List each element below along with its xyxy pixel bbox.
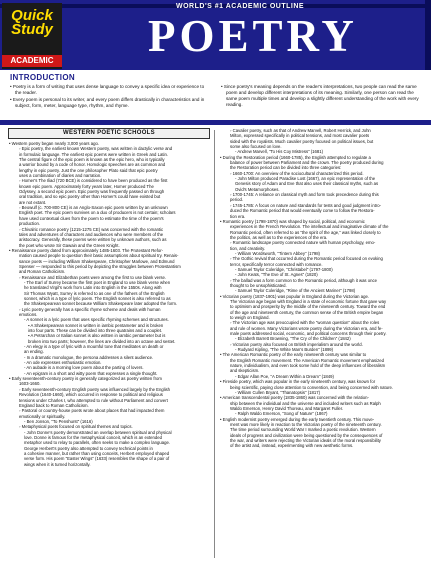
text-line: tensions under Charles I, who attempted to rule without Parliament and convert xyxy=(19,397,168,403)
text-line: ◦ Early seventeenth-century English poetry was influenced largely by the English xyxy=(19,386,171,392)
intro-right xyxy=(221,84,421,109)
text-line: sonnet, which is a type of lyric poem. The English sonnet is also referred to as xyxy=(24,295,171,301)
text-line: and Roman Catholicism. xyxy=(19,269,66,275)
text-line: England back to Roman Catholicism. xyxy=(19,402,89,408)
text-line: The Victorian age began with England in a state of economic fortune that gave way xyxy=(230,299,387,304)
text-line: Ovid's Metamorphoses. xyxy=(235,186,280,192)
text-line: a cohesive manner, but rather than using conceits, Herbert employed shaped xyxy=(24,450,170,456)
text-line: The central figure of the epic poem is known as the epic hero, who is typically xyxy=(19,157,165,163)
text-line: - An aubade is a morning love poem about the parting of lovers. xyxy=(24,365,144,371)
intro-left xyxy=(10,84,210,110)
intro-section xyxy=(8,72,423,120)
top-label: WORLD'S #1 ACADEMIC OUTLINE xyxy=(176,3,305,10)
text-line: ◦ The Victorian age was preoccupied with the "woman question" about the roles xyxy=(230,320,380,326)
text-line: 1603-1660. xyxy=(19,381,41,387)
text-line: he translated Virgil's work from Latin into English in the 1550s. Along with xyxy=(24,285,162,291)
text-line: - Andrew Marvell, "To His Coy Mistress" (1681) xyxy=(235,149,324,155)
text-line: experiences in the French Revolution. The intellectual and imaginative climate of the xyxy=(230,224,389,230)
text-line: - John Milton produced Paradise Lost (1667), an epic representation of the xyxy=(235,176,376,182)
text-line: some also focused on love. xyxy=(230,144,282,150)
text-line: Romantic period, often referred to as "the spirit of the age," was linked closely to xyxy=(230,229,381,235)
text-line: - Samuel Taylor Coleridge, "Christabel" (1797-1800) xyxy=(235,266,333,272)
text-line: - Ben Jonson, "To Penshurst" (1616) xyxy=(24,418,93,424)
text-line: Sir Thomas Wyatt, Surrey is referred to as one of the fathers of the English xyxy=(24,290,165,296)
brand-word-quick: Quick xyxy=(11,7,53,24)
right-column xyxy=(219,128,422,449)
text-line: - William Wordsworth, "Tintern Abbey" (1798) xyxy=(235,250,320,256)
text-line: in formulaic language. The earliest epic poems were written in Greek and Latin. xyxy=(19,151,168,157)
text-line: - In a dramatic monologue, the persona addresses a silent audience. xyxy=(24,354,154,360)
text-line: oral tradition, and so epic poetry other than Homer's could have existed but xyxy=(19,194,161,200)
text-line: ◦ 1700-1745: A reliance on classical myth and form took precedence during this xyxy=(230,192,379,198)
text-line: balance of power between Parliament and the crown. The poetry produced during xyxy=(230,160,384,166)
text-line: to weigh on England. xyxy=(230,315,270,321)
text-line: have used contextual clues from the poem to estimate the time of the poem's xyxy=(19,215,164,221)
text-line: sided with the royalists. Much cavalier poetry focused on political issues, but xyxy=(230,138,374,144)
text-line: broken into two parts; however, the lines are divided into an octave and sestet. xyxy=(28,338,176,344)
text-line: • Victorian poetry (1837-1901) was popular in England during the Victorian age. xyxy=(220,293,369,299)
section-heading: WESTERN POETIC SCHOOLS xyxy=(8,128,210,139)
text-line: verse form. His poem "Easter Wings" (1633) resembles the shape of a pair of xyxy=(24,456,170,462)
left-column xyxy=(8,128,210,467)
text-line: • Early seventeenth-century poetry is generally categorized as poetry written from xyxy=(9,376,162,382)
text-line: thought to be unsophisticated. xyxy=(230,282,287,288)
header-edge xyxy=(425,0,431,70)
text-line: - Samuel Taylor Coleridge, "Rime of the Ancient Mariner" (1798) xyxy=(235,288,356,294)
text-line: and rule of women. Many Victorians wrote poetry during the Victorian era, and fe- xyxy=(230,325,383,331)
text-line: are not extant. xyxy=(19,199,47,205)
intro-paragraph: • Poetry is a form of writing that uses dense language to convey a specific idea or experience to the reader. xyxy=(10,84,205,96)
text-line: ◦ Pastoral or country-house poets wrote about places that had impacted them xyxy=(19,408,165,414)
text-line: Genesis story of Adam and Eve that also uses their classical myths, such as xyxy=(235,181,379,187)
text-line: Odyssey, a second epic poem. Epic poetry was frequently passed on through xyxy=(19,189,165,195)
brand-word-study: Study xyxy=(11,21,53,38)
text-line: tales and adventures of characters and audiences who were members of the xyxy=(19,231,164,237)
text-line: • Romantic poetry (1798-1870) was shaped by social, political, and economic xyxy=(220,218,365,224)
text-line: ◦ 1745-1785: A focus on nature and standards for tests and good judgment intro- xyxy=(230,202,382,208)
text-line: - Rudyard Kipling, "The White Man's Burden" (1899) xyxy=(235,347,334,353)
text-line: George Herbert's poetry also attempted to convey technical points in xyxy=(24,445,153,451)
column-divider xyxy=(214,130,215,558)
text-line: the English Romantic movement. The American Romantic movement emphasized xyxy=(230,357,384,363)
text-line: ▪ A Shakespearean sonnet is written in iambic pentameter and is broken xyxy=(28,322,164,328)
text-line: and skepticism. xyxy=(230,368,260,374)
text-line: ◦ The ballad was a form common to the Romantic period, although it was once xyxy=(230,277,377,283)
text-line: ◦ Chivalric romance poetry (1215-1275 CE) was concerned with the romantic xyxy=(19,226,164,232)
text-line: ◦ Homer's The Iliad (720 BCE) is considered to have been produced as the first xyxy=(19,178,168,184)
text-line: - A sonnet is a lyric poem that uses specific rhyming schemes and structures. xyxy=(24,317,169,323)
text-line: - Ralph Waldo Emerson, "Song of Nature" (1867) xyxy=(235,411,328,417)
text-line: - An ode expresses enthusiastic emotion. xyxy=(24,360,102,366)
text-line: Spenser — responded to this period by depicting the struggles between Protestantism xyxy=(19,263,181,269)
text-line: a warrior bound by a code of honor. Homologic speeches are as common and xyxy=(19,162,166,168)
text-line: the war, and writers were rejecting the Victorian ideals of the moral responsibility xyxy=(230,437,381,443)
page-title: POETRY xyxy=(148,11,358,61)
text-line: the poet who wrote Sir Gawain and the Green Knight. xyxy=(19,242,120,248)
text-line: into four parts. These can be divided into three quatrains and a couplet. xyxy=(28,328,163,334)
text-line: an ending. xyxy=(24,349,44,355)
text-line: ◦ Epic poetry, the earliest known Western poetry, was written in dactylic verse and xyxy=(19,146,173,152)
text-line: mation caused people to question their basic assumptions about spiritual try. Renais- xyxy=(19,253,179,259)
text-line: ship between the individual and the universe and included writers such as Ralph xyxy=(230,400,381,406)
text-line: • Western poetry began nearly 3,000 years ago. xyxy=(9,141,100,146)
text-line: • Renaissance poetry dated from approximately 1485-1603. The Protestant Refor- xyxy=(9,247,164,253)
text-line: ◦ 1660-1700: An overview of the sociocultural characterized this period. xyxy=(230,170,364,176)
text-line: tion era. xyxy=(230,213,246,219)
text-line: to optimism and prosperity by the middle of the nineteenth century. Toward the end xyxy=(230,304,386,310)
text-line: ment was more likely in reaction to the Victorian poetry of the nineteenth century. xyxy=(230,421,382,427)
text-line: love. Donne is famous for the metaphysical conceit, which is an extended xyxy=(24,434,162,440)
text-line: of the artist and, instead, experimenting with new aesthetic forms. xyxy=(230,443,354,449)
text-line: being scientific, paying close attention to convention, and being concerned with nature. xyxy=(230,384,394,390)
intro-paragraph: • Since poetry's meaning depends on the reader's interpretations, two people can read the same poem and develop different interpretations of its meaning. Similarly, one person can read the same poem multiple times and develop a slightly different understanding of the work with every reading. xyxy=(221,84,419,108)
text-line: Revolution (1640-1660), which occurred in response to political and religious xyxy=(19,392,163,398)
intro-paragraph: • Every poem is personal to its writer, and every poem differs drastically in characteristics and in subject, form, meter, language type, rhythm, and rhyme. xyxy=(10,97,205,109)
text-line: male poets addressed social, economic, and political concerns through their poetry. xyxy=(230,331,387,337)
text-line: ▪ A Petrarchan or Italian sonnet is also written in iambic pentameter but is xyxy=(28,333,166,339)
text-line: ◦ Victorian poetry also focused on British imperialism around the world. xyxy=(230,341,363,347)
text-line: metaphor used to relay to parallels, often seeks to make a complex language. xyxy=(24,440,171,446)
text-line: Milton, expressed specifically in political tensions, and most cavalier poets xyxy=(230,133,370,139)
text-line: ◦ The Gothic revival that occurred during the Romantic period focused on evoking xyxy=(230,256,383,262)
text-line: - An elegy is a type of lyric with a mournful tone that meditates on death or xyxy=(24,344,164,350)
text-line: sance poets — including William Shakespeare, Christopher Marlowe, and Edmund xyxy=(19,258,175,264)
text-line: duced the Romantic period that would eventually come to follow the Restora- xyxy=(230,208,375,214)
text-line: - John Donne's poetry demonstrated an overlap between spiritual and physical xyxy=(24,429,172,435)
text-line: uses a combination of diaries and narration. xyxy=(19,173,102,179)
text-line: - An epigram is a short and witty poem that expresses a single thought. xyxy=(24,370,158,376)
text-line: aristocracy. Generally, these poems were written by unknown authors, such as xyxy=(19,237,167,243)
text-line: - Edgar Allan Poe, "A Dream Within a Dream" (1849) xyxy=(235,373,334,379)
text-line: wings when it is turned horizontally. xyxy=(24,461,91,467)
text-line: - William Cullen Bryant, "Thanatopsis" (1817) xyxy=(235,389,320,395)
text-line: - The Earl of Surrey became the first poet in England to use blank verse when xyxy=(24,279,171,285)
text-line: period. xyxy=(230,197,243,203)
text-line: emotions. xyxy=(19,312,38,317)
text-line: ◦ Renaissance and Elizabethan poets were among the first to use blank verse. xyxy=(19,274,167,280)
text-line: • During the Restoration period (1660-1785), the English attempted to regulate a xyxy=(220,154,371,160)
text-line: the politics, as well as to the experiences of the era. xyxy=(230,234,328,240)
text-line: - John Keats, "The Eve of St. Agnes" (1820) xyxy=(235,272,318,278)
text-line: • Fireside poetry, which was popular in the early nineteenth century, was known for xyxy=(220,379,376,385)
text-line: the Restoration period can be divided into three categories: xyxy=(230,165,342,171)
text-line: nature, individualism, and even took some hold of the deep influences of liberalism xyxy=(230,363,386,369)
text-line: The time period surrounding World War I marked a poetic revolution. Western xyxy=(230,427,376,433)
text-line: • The American Romantic poetry of the early nineteenth century was similar to xyxy=(220,352,367,358)
text-line: lengthy in epic poetry. Just the one philosopher Plato said that epic poetry xyxy=(19,167,158,173)
text-line: tion, and creativity. xyxy=(230,245,266,251)
text-line: ◦ Beowulf (c. 700-800 CE) is an Anglo-Saxon epic poem written by an unknown xyxy=(19,205,168,211)
text-line: terror, specifically terror connected with romance. xyxy=(230,261,323,267)
text-line: known epic poem. Approximately forty years later, Homer produced The xyxy=(19,183,154,189)
text-line: ◦ Romantic landscape poetry connected nature with human psychology, emo- xyxy=(230,240,376,246)
text-line: Waldo Emerson, Henry David Thoreau, and Margaret Fuller. xyxy=(230,405,344,411)
text-line: • American transcendental poetry (1835-1860) was concerned with the relation- xyxy=(220,395,369,401)
text-line: of the age and nineteenth century, the common sense of the British empire began xyxy=(230,309,384,315)
intro-heading: INTRODUCTION xyxy=(10,73,75,82)
text-line: ◦ Metaphysical poets focused on spiritual themes and topics. xyxy=(19,424,133,430)
text-line: ◦ Cavalier poetry, such as that of Andrew Marvell, Robert Herrick, and John xyxy=(230,128,371,133)
text-line: emotionally or spiritually. xyxy=(19,413,66,419)
text-line: English poet. The epic poem survives on a duo of producers is not certain; scholars xyxy=(19,210,176,216)
brand-name xyxy=(7,9,57,37)
text-line: - Elizabeth Barrett Browning, "The Cry of the Children" (1842) xyxy=(235,336,351,342)
text-line: • English modernist poetry emerged during the early twentieth century. This move- xyxy=(220,416,375,422)
text-line: production. xyxy=(19,221,41,227)
section-rule xyxy=(0,120,431,125)
text-line: ideals of progress and civilization were being questioned by the consequences of xyxy=(230,432,383,438)
text-line: the Shakespearean sonnet because William Shakespeare later adopted the form. xyxy=(24,301,178,307)
brand-logo xyxy=(2,3,62,69)
header-banner xyxy=(0,0,431,70)
brand-tag: ACADEMIC xyxy=(2,55,62,67)
text-line: ◦ Lyric poetry generally has a specific rhyme scheme and deals with human xyxy=(19,306,161,312)
